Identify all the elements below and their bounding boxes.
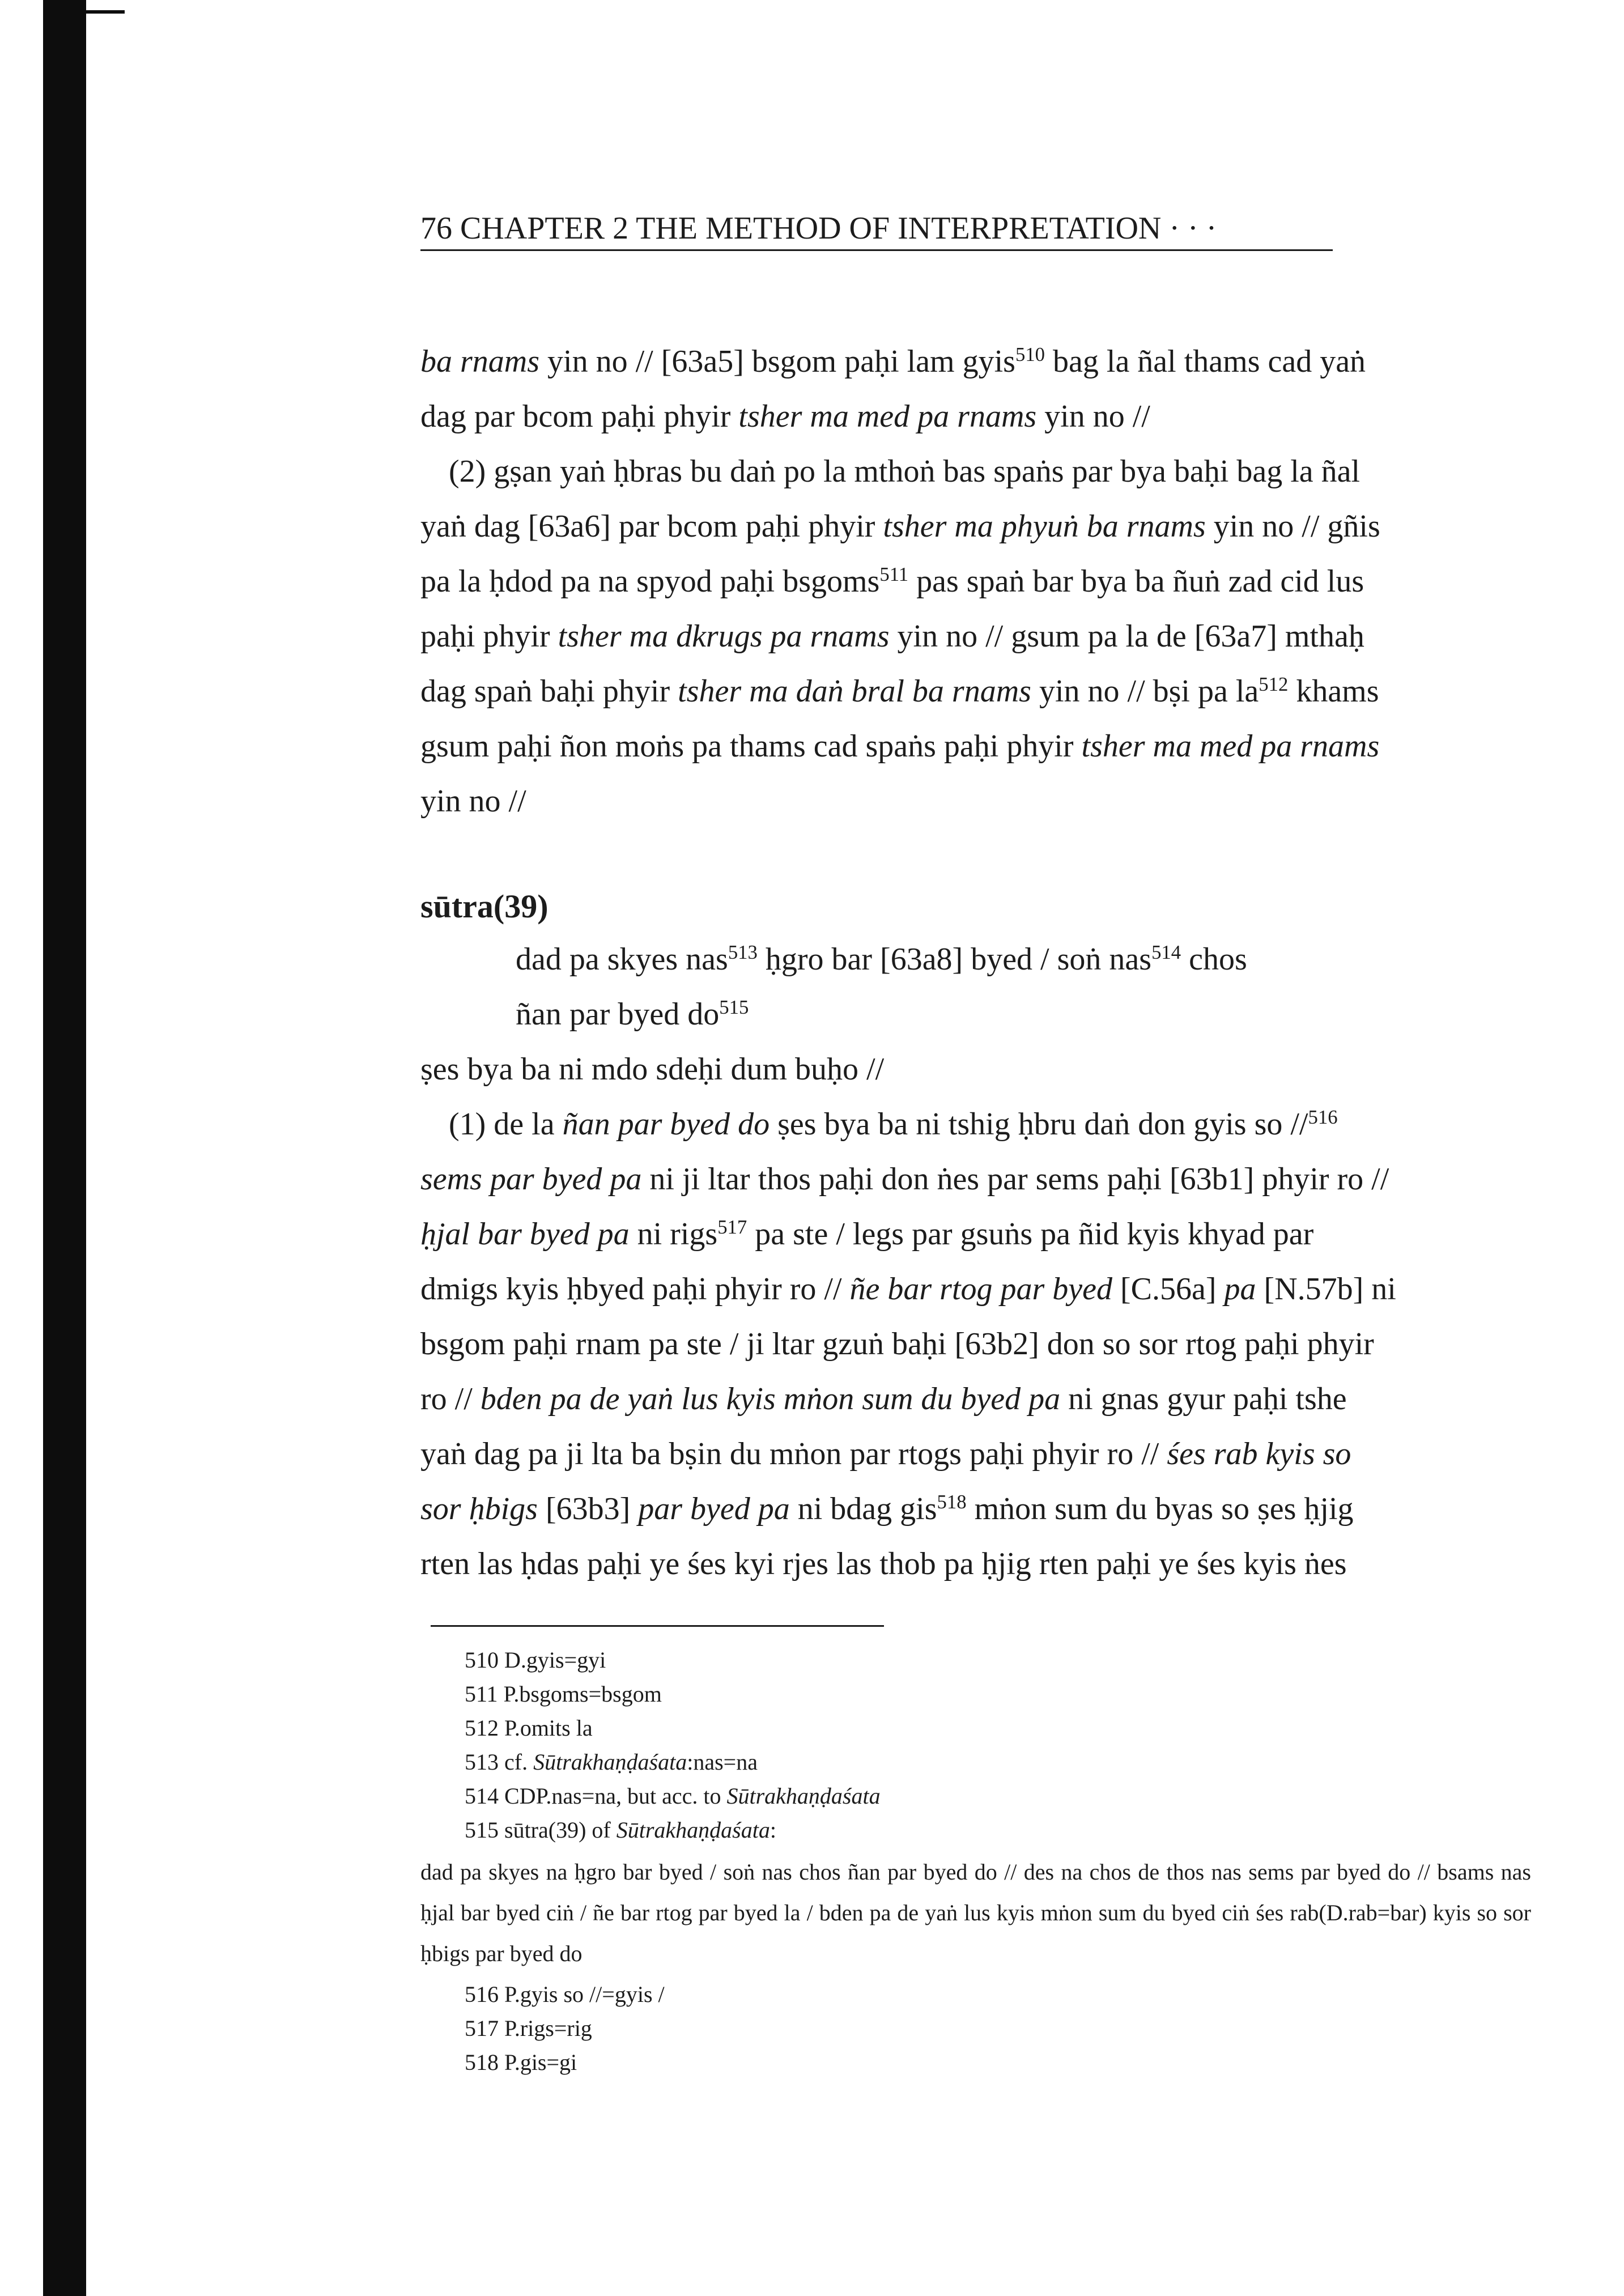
paragraph-2-line-1: (2) gṣan yaṅ ḥbras bu daṅ po la mthoṅ bas spaṅs par bya baḥi bag la ñal	[449, 454, 1361, 489]
paragraph-4	[420, 1097, 1531, 1592]
paragraph-4-line-9: rten las ḥdas paḥi ye śes kyi rjes las thob pa ḥjig rten paḥi ye śes kyis ṅes	[420, 1546, 1347, 1581]
paragraph-4-line-4: dmigs kyis ḥbyed paḥi phyir ro // ñe bar rtog par byed [C.56a] pa [N.57b] ni	[420, 1272, 1396, 1307]
paragraph-4-line-3: ḥjal bar byed pa ni rigs$^{517}$ pa ste / legs par gsuṅs pa ñid kyis khyad par	[420, 1215, 1314, 1252]
footnote-512: 512 P.omits la	[465, 1715, 593, 1741]
footnote-513: 513 cf. Sūtrakhaṇḍaśata:nas=na	[465, 1749, 758, 1775]
footnote-517: 517 P.rigs=rig	[465, 2016, 592, 2041]
paragraph-2-line-7: yin no //	[420, 784, 526, 819]
paragraph-1-line-2: dag par bcom paḥi phyir tsher ma med pa rnams yin no //	[420, 399, 1150, 434]
sutra-heading: sūtra(39)	[420, 888, 549, 925]
footnote-515: 515 sūtra(39) of Sūtrakhaṇḍaśata:	[465, 1817, 776, 1843]
footnote-ref-516[interactable]: 516	[1308, 1106, 1338, 1128]
paragraph-2-line-3: pa la ḥdod pa na spyod paḥi bsgoms$^{511}$ pas spaṅ bar bya ba ñuṅ zad cid lus	[420, 563, 1364, 599]
footnote-ref-518[interactable]: 518	[937, 1490, 967, 1513]
paragraph-4-line-2: sems par byed pa ni ji ltar thos paḥi don ṅes par sems paḥi [63b1] phyir ro //	[420, 1162, 1389, 1197]
paragraph-4-line-8: sor ḥbigs [63b3] par byed pa ni bdag gis$^{518}$ mṅon sum du byas so ṣes ḥjig	[420, 1490, 1354, 1527]
paragraph-4-line-7: yaṅ dag pa ji lta ba bṣin du mṅon par rtogs paḥi phyir ro // śes rab kyis so	[420, 1436, 1351, 1472]
sutra-verse-line-1: dad pa skyes nas$^{513}$ ḥgro bar [63a8] byed / soṅ nas$^{514}$ chos	[516, 941, 1247, 977]
paragraph-1	[420, 334, 1531, 444]
paragraph-2	[420, 444, 1531, 829]
footnote-518: 518 P.gis=gi	[465, 2050, 577, 2075]
paragraph-2-line-6: gsum paḥi ñon moṅs pa thams cad spaṅs paḥi phyir tsher ma med pa rnams	[420, 729, 1380, 764]
footnote-510: 510 D.gyis=gyi	[465, 1647, 606, 1673]
footnote-ref-511[interactable]: 511	[879, 563, 909, 585]
footnote-ref-513[interactable]: 513	[728, 941, 758, 963]
paragraph-2-line-4: paḥi phyir tsher ma dkrugs pa rnams yin no // gsum pa la de [63a7] mthaḥ	[420, 619, 1364, 654]
footnote-ref-517[interactable]: 517	[717, 1215, 747, 1238]
footnote-514: 514 CDP.nas=na, but acc. to Sūtrakhaṇḍaśata	[465, 1783, 881, 1809]
paragraph-3-line-1: ṣes bya ba ni mdo sdeḥi dum buḥo //	[420, 1052, 885, 1087]
scan-binding-edge	[43, 0, 86, 2296]
paragraph-4-line-1: (1) de la ñan par byed do ṣes bya ba ni tshig ḥbru daṅ don gyis so //$^{516}$	[449, 1106, 1338, 1142]
footnote-ref-514[interactable]: 514	[1151, 941, 1181, 963]
paragraph-4-line-6: ro // bden pa de yaṅ lus kyis mṅon sum du byed pa ni gnas gyur paḥi tshe	[420, 1381, 1347, 1417]
footnote-ref-515[interactable]: 515	[719, 996, 749, 1018]
footnote-515-sutra-text: dad pa skyes na ḥgro bar byed / soṅ nas chos ñan par byed do // des na chos de thos nas sems par byed do // bsams nas ḥjal bar byed ciṅ / ñe bar rtog par byed la / bden pa de yaṅ lus kyis mṅon sum du byed ciṅ śes rab(D.rab=bar) kyis so sor ḥbigs par byed do	[420, 1859, 1531, 1966]
running-head: 76 CHAPTER 2 THE METHOD OF INTERPRETATION · · ·	[420, 210, 1333, 251]
paragraph-4-line-5: bsgom paḥi rnam pa ste / ji ltar gzuṅ baḥi [63b2] don so sor rtog paḥi phyir	[420, 1326, 1374, 1362]
sutra-verse-line-2: ñan par byed $do^{515}$	[516, 996, 749, 1032]
footnote-ref-510[interactable]: 510	[1015, 343, 1045, 365]
paragraph-2-line-5: dag spaṅ baḥi phyir tsher ma daṅ bral ba rnams yin no // bṣi pa $la^{512}$ khams	[420, 673, 1379, 709]
scan-corner-mark	[85, 10, 125, 14]
footnote-516: 516 P.gyis so //=gyis /	[465, 1982, 665, 2007]
footnote-511: 511 P.bsgoms=bsgom	[465, 1681, 662, 1707]
paragraph-2-line-2: yaṅ dag [63a6] par bcom paḥi phyir tsher ma phyuṅ ba rnams yin no // gñis	[420, 509, 1380, 544]
paragraph-3	[420, 1042, 1531, 1097]
paragraph-1-line-1: ba rnams yin no // [63a5] bsgom paḥi lam gyis$^{510}$ bag la ñal thams cad yaṅ	[420, 343, 1366, 379]
footnote-ref-512[interactable]: 512	[1259, 673, 1289, 695]
footnote-separator	[431, 1625, 884, 1627]
